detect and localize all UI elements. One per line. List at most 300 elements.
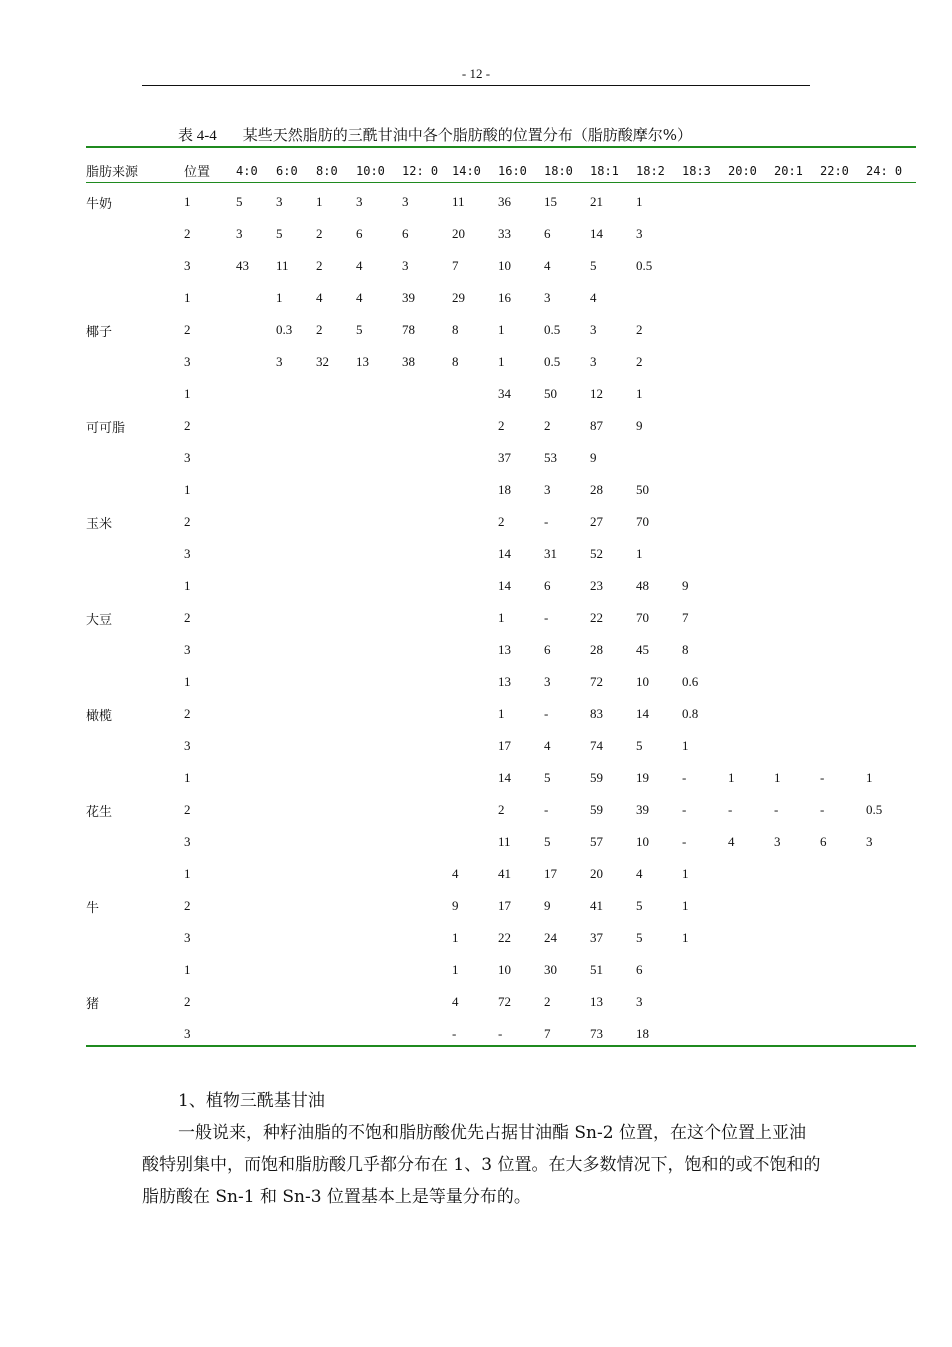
table-cell: 3 [636, 994, 643, 1009]
table-cell [728, 666, 774, 698]
table-cell [820, 602, 866, 634]
table-cell [452, 602, 498, 634]
table-cell [276, 698, 316, 730]
position-cell: 1 [184, 482, 191, 497]
table-cell [820, 890, 866, 922]
table-cell: 5 [544, 770, 551, 785]
table-cell [866, 218, 916, 250]
table-cell [356, 730, 402, 762]
table-cell [682, 378, 728, 410]
table-cell [866, 666, 916, 698]
table-row [86, 1018, 916, 1050]
fat-source-cell [86, 442, 184, 474]
table-cell: 1 [682, 866, 689, 881]
table-cell: 17 [498, 738, 511, 753]
table-cell [820, 442, 866, 474]
table-cell: 5 [236, 194, 243, 209]
fat-source-cell: 牛 [86, 900, 100, 916]
table-cell: 28 [590, 642, 603, 657]
column-header: 18:0 [544, 163, 573, 178]
table-cell [728, 314, 774, 346]
table-cell: 1 [316, 194, 323, 209]
table-cell [356, 762, 402, 794]
table-cell [728, 218, 774, 250]
table-cell [402, 474, 452, 506]
table-cell [728, 538, 774, 570]
table-cell [452, 794, 498, 826]
table-cell: 10 [498, 258, 511, 273]
table-cell [452, 410, 498, 442]
table-row [86, 282, 916, 314]
table-cell [356, 570, 402, 602]
table-cell: 39 [402, 290, 415, 305]
table-top-rule [86, 146, 916, 148]
table-cell: - [682, 834, 687, 849]
table-cell: 6 [544, 578, 551, 593]
table-row [86, 314, 916, 346]
table-cell [774, 730, 820, 762]
table-cell [820, 730, 866, 762]
table-cell [820, 570, 866, 602]
table-cell [316, 762, 356, 794]
table-cell [236, 378, 276, 410]
table-cell [236, 986, 276, 1018]
table-cell [774, 442, 820, 474]
table-row [86, 186, 916, 218]
table-cell: 4 [356, 258, 363, 273]
table-cell [316, 570, 356, 602]
position-cell: 1 [184, 578, 191, 593]
table-row [86, 602, 916, 634]
table-cell [356, 698, 402, 730]
table-cell [728, 346, 774, 378]
table-cell: 53 [544, 450, 557, 465]
table-row [86, 954, 916, 986]
table-cell [452, 506, 498, 538]
table-cell [402, 506, 452, 538]
table-cell [866, 602, 916, 634]
table-cell [774, 250, 820, 282]
table-cell [866, 442, 916, 474]
table-cell [682, 506, 728, 538]
table-cell [866, 698, 916, 730]
table-cell [356, 858, 402, 890]
table-cell: 1 [636, 386, 643, 401]
fat-source-cell [86, 282, 184, 314]
table-cell: 14 [636, 706, 649, 721]
table-cell: 1 [728, 770, 735, 785]
table-cell [866, 346, 916, 378]
table-cell: 70 [636, 610, 649, 625]
table-cell [356, 826, 402, 858]
table-cell [866, 378, 916, 410]
table-cell [820, 506, 866, 538]
table-cell: - [544, 706, 549, 721]
position-cell: 2 [184, 226, 191, 241]
table-cell [728, 378, 774, 410]
table-cell [820, 538, 866, 570]
table-cell: - [544, 802, 549, 817]
table-cell [276, 410, 316, 442]
table-cell: 21 [590, 194, 603, 209]
table-cell: 13 [590, 994, 603, 1009]
table-row [86, 986, 916, 1018]
table-cell [682, 986, 728, 1018]
fat-source-cell [86, 826, 184, 858]
table-cell [820, 698, 866, 730]
table-row [86, 730, 916, 762]
table-cell [402, 1018, 452, 1050]
fat-source-cell: 大豆 [86, 612, 113, 628]
table-cell: 5 [276, 226, 283, 241]
table-cell: 6 [636, 962, 643, 977]
table-cell: 24 [544, 930, 557, 945]
table-cell [820, 410, 866, 442]
table-cell [402, 890, 452, 922]
table-cell [402, 410, 452, 442]
table-cell [728, 410, 774, 442]
table-cell: 48 [636, 578, 649, 593]
table-cell: 16 [498, 290, 511, 305]
table-cell: 22 [590, 610, 603, 625]
table-cell [316, 922, 356, 954]
table-cell [356, 922, 402, 954]
table-row [86, 698, 916, 730]
position-cell: 3 [184, 546, 191, 561]
table-cell [866, 730, 916, 762]
table-cell [356, 538, 402, 570]
table-header-row [86, 155, 916, 186]
table-cell [774, 858, 820, 890]
table-cell: 41 [590, 898, 603, 913]
table-row [86, 858, 916, 890]
table-cell: 3 [276, 194, 283, 209]
table-cell [236, 506, 276, 538]
table-cell [356, 634, 402, 666]
table-cell: 5 [590, 258, 597, 273]
table-cell: - [774, 802, 779, 817]
table-row [86, 922, 916, 954]
table-cell [276, 666, 316, 698]
table-cell [276, 858, 316, 890]
table-cell: 9 [544, 898, 551, 913]
table-cell: 3 [544, 290, 551, 305]
table-cell [866, 474, 916, 506]
table-cell [682, 410, 728, 442]
fat-source-cell [86, 250, 184, 282]
fat-source-cell [86, 730, 184, 762]
table-cell [356, 474, 402, 506]
table-cell [402, 602, 452, 634]
table-cell [276, 1018, 316, 1050]
column-header: 4:0 [236, 163, 258, 178]
table-cell: 38 [402, 354, 415, 369]
table-cell: 29 [452, 290, 465, 305]
table-cell [316, 474, 356, 506]
table-cell [728, 922, 774, 954]
table-cell: 78 [402, 322, 415, 337]
table-cell: 70 [636, 514, 649, 529]
table-cell: 59 [590, 802, 603, 817]
table-cell [728, 506, 774, 538]
table-cell: 36 [498, 194, 511, 209]
table-cell: 72 [590, 674, 603, 689]
table-cell [774, 538, 820, 570]
position-cell: 1 [184, 962, 191, 977]
table-cell [866, 410, 916, 442]
table-cell [316, 730, 356, 762]
table-cell [820, 986, 866, 1018]
table-cell: 4 [356, 290, 363, 305]
table-cell [820, 186, 866, 218]
table-cell [236, 474, 276, 506]
position-cell: 2 [184, 610, 191, 625]
table-cell [236, 570, 276, 602]
table-cell [682, 218, 728, 250]
column-header: 位置 [184, 165, 211, 180]
table-cell: 7 [452, 258, 459, 273]
table-cell: 0.5 [866, 802, 883, 817]
table-cell: 15 [544, 194, 557, 209]
table-cell: 33 [498, 226, 511, 241]
table-cell: 2 [498, 514, 505, 529]
table-cell: 20 [452, 226, 465, 241]
body-paragraph: 一般说来，种籽油脂的不饱和脂肪酸优先占据甘油酯 Sn-2 位置，在这个位置上亚油酸特别集中，而饱和脂肪酸几乎都分布在 1、3 位置。在大多数情况下，饱和的或不饱和的脂肪酸在 Sn-1 和 Sn-3 位置基本上是等量分布的。 [142, 1123, 821, 1207]
table-cell [316, 858, 356, 890]
table-cell [236, 538, 276, 570]
fat-source-cell [86, 538, 184, 570]
table-cell [452, 570, 498, 602]
table-cell [866, 314, 916, 346]
table-cell [866, 250, 916, 282]
table-cell [316, 442, 356, 474]
page-number: - 12 - [461, 66, 491, 81]
table-cell [402, 538, 452, 570]
fat-source-cell [86, 378, 184, 410]
table-cell [774, 474, 820, 506]
table-row [86, 826, 916, 858]
table-cell [452, 538, 498, 570]
table-cell: 30 [544, 962, 557, 977]
table-caption [178, 124, 692, 145]
table-cell: 3 [356, 194, 363, 209]
table-cell [866, 538, 916, 570]
position-cell: 3 [184, 354, 191, 369]
table-cell [316, 506, 356, 538]
table-cell: - [544, 514, 549, 529]
table-cell [820, 378, 866, 410]
table-cell: 1 [498, 610, 505, 625]
position-cell: 2 [184, 706, 191, 721]
table-cell: 3 [236, 226, 243, 241]
table-cell [682, 954, 728, 986]
table-cell: 5 [636, 738, 643, 753]
table-cell: 0.3 [276, 322, 293, 337]
position-cell: 1 [184, 290, 191, 305]
table-cell [236, 922, 276, 954]
table-cell: 43 [236, 258, 249, 273]
table-cell [682, 282, 728, 314]
table-cell: 1 [682, 930, 689, 945]
column-header: 22:0 [820, 163, 849, 178]
table-cell [402, 794, 452, 826]
table-cell [636, 282, 682, 314]
table-cell [728, 186, 774, 218]
table-cell: - [498, 1026, 503, 1041]
table-cell [866, 634, 916, 666]
table-cell: 1 [682, 738, 689, 753]
table-cell [774, 698, 820, 730]
position-cell: 1 [184, 674, 191, 689]
table-cell [356, 410, 402, 442]
table-cell [236, 730, 276, 762]
table-cell: 1 [866, 770, 873, 785]
table-cell [402, 922, 452, 954]
table-cell [402, 378, 452, 410]
fat-source-cell: 花生 [86, 804, 113, 820]
body-text [142, 1085, 822, 1213]
table-row [86, 250, 916, 282]
table-row [86, 538, 916, 570]
table-row [86, 570, 916, 602]
column-header: 14:0 [452, 163, 481, 178]
table-cell: 4 [590, 290, 597, 305]
table-cell: 6 [544, 642, 551, 657]
table-cell [774, 1018, 820, 1050]
table-cell: 2 [498, 802, 505, 817]
table-cell: 57 [590, 834, 603, 849]
table-cell [728, 890, 774, 922]
table-cell: 73 [590, 1026, 603, 1041]
table-cell: 32 [316, 354, 329, 369]
table-cell: 1 [498, 706, 505, 721]
table-cell: 72 [498, 994, 511, 1009]
table-cell: 4 [544, 738, 551, 753]
table-cell [236, 858, 276, 890]
table-cell [774, 506, 820, 538]
fat-source-cell [86, 762, 184, 794]
table-cell [402, 762, 452, 794]
table-cell [774, 954, 820, 986]
table-cell: 9 [636, 418, 643, 433]
table-cell [866, 986, 916, 1018]
table-cell: 10 [636, 674, 649, 689]
table-cell [728, 730, 774, 762]
table-cell [728, 442, 774, 474]
table-cell [728, 250, 774, 282]
table-cell [276, 826, 316, 858]
table-cell: 1 [636, 546, 643, 561]
table-cell [820, 954, 866, 986]
table-body [86, 186, 916, 1050]
table-cell [820, 666, 866, 698]
table-cell: 34 [498, 386, 511, 401]
column-header: 8:0 [316, 163, 338, 178]
table-cell: 3 [276, 354, 283, 369]
table-cell: 59 [590, 770, 603, 785]
position-cell: 1 [184, 866, 191, 881]
table-cell [402, 858, 452, 890]
table-cell: - [682, 770, 687, 785]
table-cell [452, 698, 498, 730]
table-cell: 2 [316, 226, 323, 241]
table-cell: - [452, 1026, 457, 1041]
table-cell: 3 [590, 322, 597, 337]
column-header: 10:0 [356, 163, 385, 178]
table-cell: 50 [544, 386, 557, 401]
table-cell [236, 410, 276, 442]
table-cell [866, 186, 916, 218]
position-cell: 2 [184, 802, 191, 817]
table-cell: 50 [636, 482, 649, 497]
table-cell [728, 986, 774, 1018]
table-cell [774, 410, 820, 442]
table-cell [452, 666, 498, 698]
table-cell [236, 954, 276, 986]
table-cell [402, 954, 452, 986]
column-header: 18:2 [636, 163, 665, 178]
column-header: 12: 0 [402, 163, 439, 178]
fat-source-cell: 牛奶 [86, 196, 113, 212]
table-cell: 3 [636, 226, 643, 241]
table-cell [682, 250, 728, 282]
table-cell: 11 [276, 258, 289, 273]
table-cell: 8 [452, 354, 459, 369]
table-cell [236, 762, 276, 794]
table-cell [356, 378, 402, 410]
table-cell: 7 [544, 1026, 551, 1041]
table-cell [316, 538, 356, 570]
position-cell: 3 [184, 642, 191, 657]
table-cell: 3 [866, 834, 873, 849]
table-cell: 31 [544, 546, 557, 561]
position-cell: 2 [184, 322, 191, 337]
table-cell: 10 [636, 834, 649, 849]
position-cell: 3 [184, 930, 191, 945]
table-cell: 87 [590, 418, 603, 433]
table-cell: 4 [316, 290, 323, 305]
table-cell [276, 954, 316, 986]
table-cell: 51 [590, 962, 603, 977]
table-cell: 1 [636, 194, 643, 209]
fat-source-cell [86, 346, 184, 378]
table-cell [866, 282, 916, 314]
table-cell: 6 [544, 226, 551, 241]
table-cell [402, 442, 452, 474]
table-cell [316, 954, 356, 986]
table-cell [236, 890, 276, 922]
table-cell [316, 986, 356, 1018]
fat-source-cell: 橄榄 [86, 708, 113, 724]
table-cell: - [544, 610, 549, 625]
table-cell [356, 794, 402, 826]
table-row [86, 218, 916, 250]
table-cell: 28 [590, 482, 603, 497]
table-cell [316, 890, 356, 922]
table-cell [774, 186, 820, 218]
fat-source-cell [86, 570, 184, 602]
position-cell: 2 [184, 994, 191, 1009]
table-cell [276, 986, 316, 1018]
table-cell [356, 890, 402, 922]
table-cell: 0.5 [636, 258, 653, 273]
table-cell [774, 378, 820, 410]
table-cell: 4 [452, 994, 459, 1009]
column-header: 18:1 [590, 163, 619, 178]
table-cell [866, 1018, 916, 1050]
table-cell: 2 [316, 322, 323, 337]
fat-source-cell [86, 634, 184, 666]
